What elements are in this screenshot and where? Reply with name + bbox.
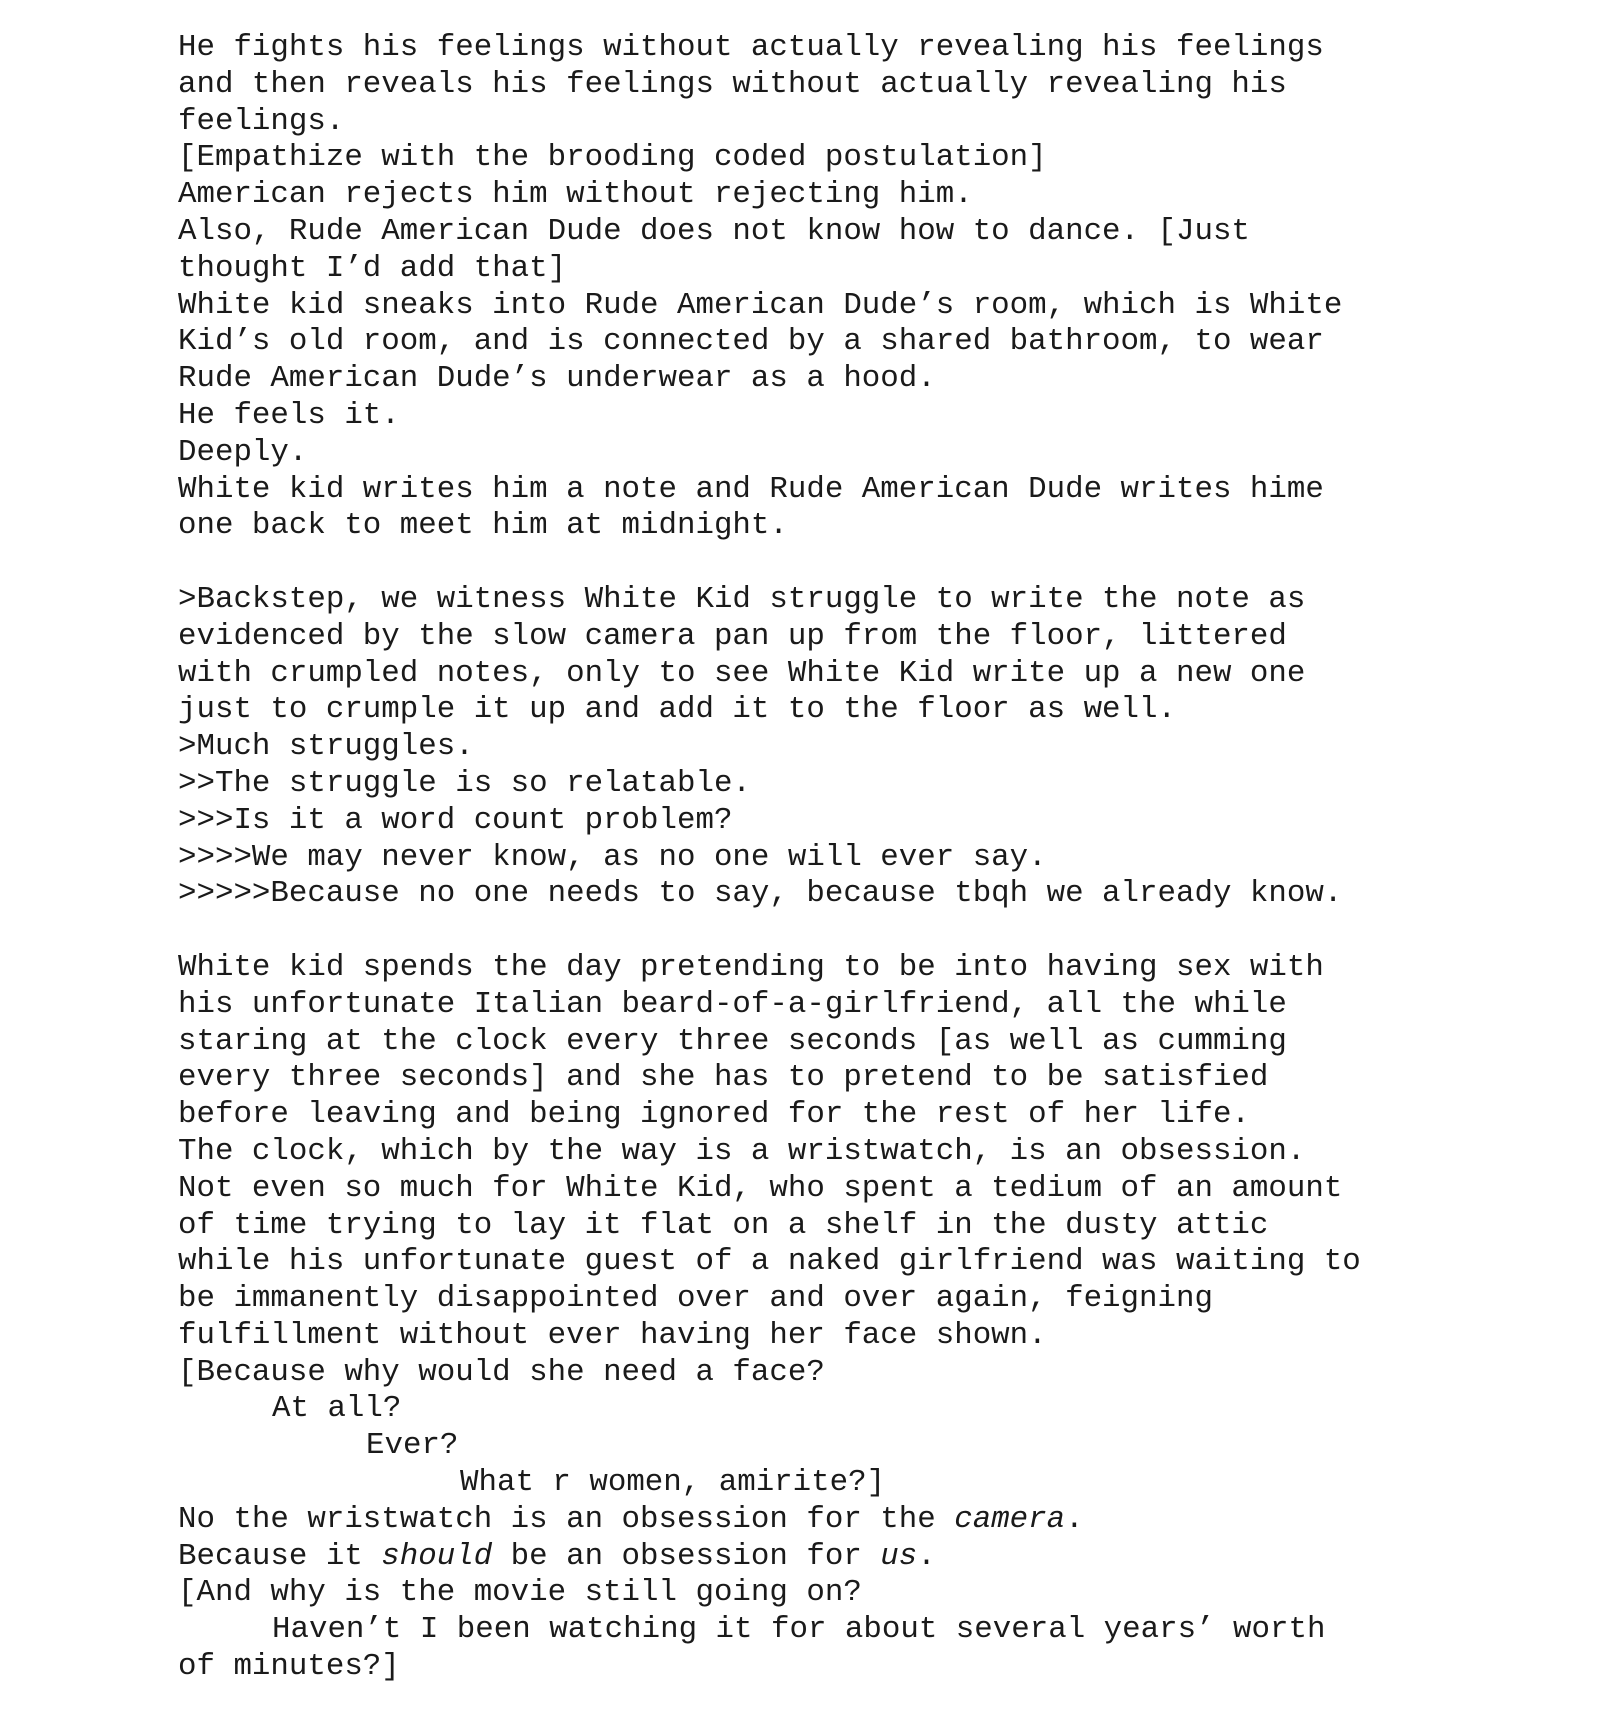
text-line: with crumpled notes, only to see White Kid write up a new one — [178, 655, 1306, 691]
text-line: evidenced by the slow camera pan up from the floor, littered — [178, 618, 1287, 654]
text-line: just to crumple it up and add it to the floor as well. — [178, 692, 1176, 728]
text-line: >>>>We may never know, as no one will ever say. — [178, 839, 1047, 875]
text-line: >>>Is it a word count problem? — [178, 802, 733, 838]
text-line: his unfortunate Italian beard-of-a-girlfriend, all the while — [178, 986, 1287, 1022]
text-line: Deeply. — [178, 434, 308, 470]
text-line: every three seconds] and she has to pretend to be satisfied — [178, 1060, 1269, 1096]
text-line: What r women, amirite?] — [460, 1465, 886, 1501]
text-line: fulfillment without ever having her face shown. — [178, 1317, 1047, 1353]
text-segment: Because it — [178, 1538, 382, 1574]
text-line: feelings. — [178, 103, 345, 139]
text-segment: No the wristwatch is an obsession for the — [178, 1501, 955, 1537]
text-line: >>The struggle is so relatable. — [178, 765, 751, 801]
text-line: and then reveals his feelings without actually revealing his — [178, 66, 1287, 102]
text-line: He feels it. — [178, 397, 400, 433]
text-line: Haven’t I been watching it for about several years’ worth — [272, 1612, 1326, 1648]
text-line: Also, Rude American Dude does not know how to dance. [Just — [178, 213, 1250, 249]
text-line: of minutes?] — [178, 1649, 400, 1685]
text-line: >Backstep, we witness White Kid struggle to write the note as — [178, 581, 1306, 617]
text-line: Kid’s old room, and is connected by a shared bathroom, to wear — [178, 324, 1324, 360]
text-line: of time trying to lay it flat on a shelf in the dusty attic — [178, 1207, 1269, 1243]
text-line: [Empathize with the brooding coded postulation] — [178, 140, 1047, 176]
text-line: thought I’d add that] — [178, 250, 567, 286]
text-line: He fights his feelings without actually revealing his feelings — [178, 30, 1324, 65]
text-line: before leaving and being ignored for the rest of her life. — [178, 1097, 1250, 1133]
text-line: Not even so much for White Kid, who spent a tedium of an amount — [178, 1170, 1343, 1206]
blank-line — [178, 913, 1578, 950]
text-line — [178, 1502, 1578, 1539]
text-segment: . — [1065, 1501, 1084, 1537]
text-line: At all? — [272, 1391, 402, 1427]
text-line: be immanently disappointed over and over again, feigning — [178, 1281, 1213, 1317]
text-line: The clock, which by the way is a wristwatch, is an obsession. — [178, 1133, 1306, 1169]
italic-text: camera — [954, 1501, 1066, 1537]
text-line: [Because why would she need a face? — [178, 1354, 825, 1390]
text-segment: be an obsession for — [492, 1538, 881, 1574]
text-line: staring at the clock every three seconds [as well as cumming — [178, 1023, 1287, 1059]
text-line: one back to meet him at midnight. — [178, 508, 788, 544]
document-page — [178, 30, 1578, 1686]
text-line: while his unfortunate guest of a naked girlfriend was waiting to — [178, 1244, 1361, 1280]
text-segment: . — [917, 1538, 936, 1574]
text-line: >Much struggles. — [178, 729, 474, 765]
text-line: Ever? — [366, 1428, 459, 1464]
blank-line — [178, 545, 1578, 582]
text-line: White kid sneaks into Rude American Dude’s room, which is White — [178, 287, 1343, 323]
text-line: White kid writes him a note and Rude American Dude writes hime — [178, 471, 1324, 507]
text-line: American rejects him without rejecting him. — [178, 177, 973, 213]
text-line: Rude American Dude’s underwear as a hood. — [178, 361, 936, 397]
italic-text: should — [381, 1538, 493, 1574]
italic-text: us — [880, 1538, 918, 1574]
text-line: >>>>>Because no one needs to say, because tbqh we already know. — [178, 876, 1343, 912]
text-line — [178, 1539, 1578, 1576]
text-line: White kid spends the day pretending to be into having sex with — [178, 949, 1324, 985]
text-line: [And why is the movie still going on? — [178, 1575, 862, 1611]
